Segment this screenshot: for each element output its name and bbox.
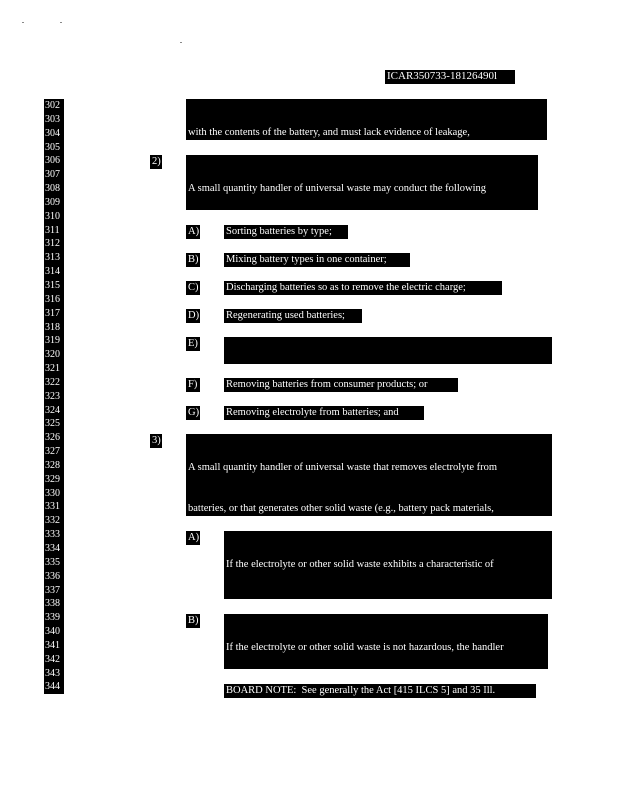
statute-citation: [415 ILCS 5]: [393, 685, 450, 696]
line-number: 331: [45, 501, 60, 513]
document-id: ICAR350733-18126490l: [385, 70, 515, 84]
subitem-label: B): [188, 254, 199, 265]
line-number: 311: [45, 224, 60, 236]
item2-paragraph: [186, 155, 538, 210]
text-line: A small quantity handler of universal waste that removes electrolyte from: [188, 462, 498, 473]
text-line: with the contents of the battery, and must lack evidence of leakage,: [188, 127, 470, 138]
line-number: 312: [45, 238, 60, 250]
line-number: 307: [45, 169, 60, 181]
text-line: [226, 599, 550, 600]
text-line: If the electrolyte or other solid waste exhibits a characteristic of: [226, 559, 494, 570]
line-number: 335: [45, 556, 60, 568]
line-number: 317: [45, 307, 60, 319]
subitem-label: A): [188, 226, 200, 237]
line-number: 328: [45, 459, 60, 471]
line-number: 324: [45, 404, 60, 416]
subitem-text: [224, 337, 552, 364]
line-number: 316: [45, 293, 60, 305]
item-label: 3): [152, 435, 161, 446]
line-numbers: [44, 99, 64, 694]
subitem-label: B): [188, 615, 199, 626]
line-number: 339: [45, 612, 60, 624]
text-line: A small quantity handler of universal waste may conduct the following: [188, 183, 487, 194]
line-number: 343: [45, 667, 60, 679]
text-line: If the electrolyte or other solid waste is not hazardous, the handler: [226, 642, 504, 653]
line-number: 308: [45, 183, 60, 195]
line-number: 309: [45, 196, 60, 208]
subitem-label: D): [188, 310, 200, 321]
subitem-label: G): [188, 407, 200, 418]
subitem-text: Removing electrolyte from batteries; and: [224, 406, 424, 420]
scan-speck: [180, 42, 182, 43]
item3-paragraph: [186, 434, 552, 516]
line-number: 329: [45, 473, 60, 485]
subitem-label: A): [188, 532, 200, 543]
line-number: 344: [45, 681, 60, 693]
item-label: 2): [152, 156, 161, 167]
subitem-label: C): [188, 282, 199, 293]
subitem-text: Removing batteries from consumer products; or: [224, 378, 458, 392]
line-number: 320: [45, 349, 60, 361]
line-number: 327: [45, 446, 60, 458]
subitem-label: F): [186, 378, 200, 392]
line-number: 310: [45, 210, 60, 222]
scan-speck: [60, 22, 62, 23]
line-number: 326: [45, 432, 60, 444]
subitem-text: [224, 614, 548, 669]
line-number: 341: [45, 639, 60, 651]
text-line: batteries, or that generates other solid waste (e.g., battery pack materials,: [188, 502, 494, 514]
line-number: 330: [45, 487, 60, 499]
line-number: 305: [45, 141, 60, 153]
line-number: 334: [45, 543, 60, 554]
line-number: 333: [45, 529, 60, 541]
board-note: BOARD NOTE: See generally the Act [415 ILCS 5] and 35 Ill.: [224, 684, 536, 698]
subitem-text: Mixing battery types in one container;: [224, 253, 410, 267]
line-number: 303: [45, 113, 60, 125]
line-number: 318: [45, 321, 60, 333]
line-number: 319: [45, 335, 60, 347]
subitem-text: Discharging batteries so as to remove the electric charge;: [224, 281, 502, 295]
subitem-text: Sorting batteries by type;: [224, 225, 348, 239]
line-number: 302: [45, 100, 60, 111]
scan-speck: [22, 22, 24, 23]
line-number: 321: [45, 363, 60, 375]
line-number: 338: [45, 598, 60, 610]
intro-paragraph: [186, 99, 547, 140]
line-number: 332: [45, 515, 60, 527]
line-number: 306: [45, 155, 60, 167]
line-number: 304: [45, 127, 60, 139]
line-number: 314: [45, 266, 60, 278]
subitem-text: [224, 531, 552, 599]
line-number: 337: [45, 584, 60, 596]
line-number: 342: [45, 653, 60, 665]
subitem-label: E): [186, 337, 200, 351]
line-number: 323: [45, 390, 60, 402]
line-number: 336: [45, 570, 60, 582]
line-number: 315: [45, 279, 60, 291]
line-number: 340: [45, 626, 60, 638]
line-number: 322: [45, 376, 60, 388]
line-number: 325: [45, 418, 60, 430]
subitem-text: Regenerating used batteries;: [224, 309, 362, 323]
line-number: 313: [45, 252, 60, 264]
